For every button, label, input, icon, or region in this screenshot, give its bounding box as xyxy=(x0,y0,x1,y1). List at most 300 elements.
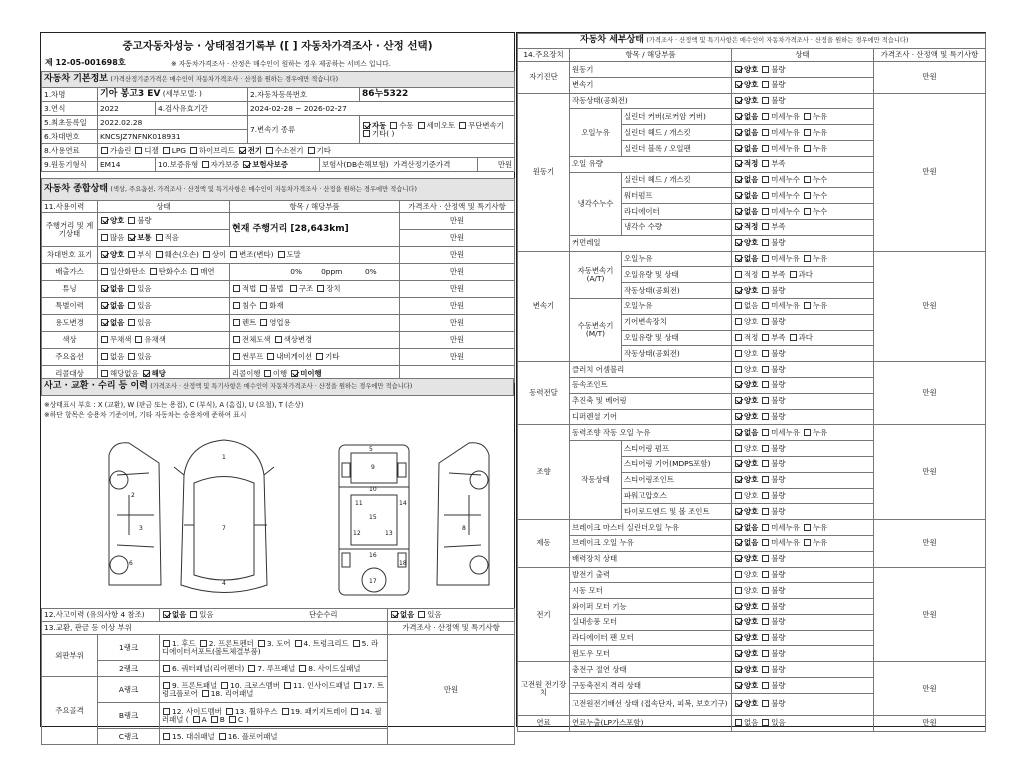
checkbox-icon[interactable] xyxy=(762,618,769,625)
checkbox-icon[interactable] xyxy=(762,334,769,341)
usage-change-options-option[interactable] xyxy=(100,318,124,327)
state-option[interactable] xyxy=(734,238,758,247)
state-option[interactable] xyxy=(734,459,758,468)
checkbox-icon[interactable] xyxy=(418,611,425,618)
state-option[interactable] xyxy=(761,159,785,168)
checkbox-icon[interactable] xyxy=(459,122,466,129)
state-option[interactable] xyxy=(734,349,758,358)
checkbox-icon[interactable] xyxy=(762,81,769,88)
fuel-options-option[interactable] xyxy=(134,146,158,155)
state-option[interactable] xyxy=(734,718,758,727)
checkbox-icon[interactable] xyxy=(735,650,742,657)
checkbox-icon[interactable] xyxy=(762,160,769,167)
state-option[interactable] xyxy=(761,254,800,263)
checkbox-icon[interactable] xyxy=(308,147,315,154)
recall-options-option[interactable] xyxy=(142,369,166,378)
checkbox-icon[interactable] xyxy=(735,524,742,531)
checkbox-icon[interactable] xyxy=(190,611,197,618)
checkbox-icon[interactable] xyxy=(804,129,811,136)
checkbox-icon[interactable] xyxy=(190,147,197,154)
state-option[interactable] xyxy=(761,96,785,105)
checkbox-icon[interactable] xyxy=(200,640,207,647)
transmission-options-option[interactable] xyxy=(417,121,456,130)
checkbox-icon[interactable] xyxy=(735,603,742,610)
state-option[interactable] xyxy=(803,207,827,216)
checkbox-icon[interactable] xyxy=(266,147,273,154)
checkbox-icon[interactable] xyxy=(762,302,769,309)
state-option[interactable] xyxy=(734,112,758,121)
checkbox-icon[interactable] xyxy=(804,524,811,531)
checkbox-icon[interactable] xyxy=(735,192,742,199)
checkbox-icon[interactable] xyxy=(128,319,135,326)
vin-state-options-option[interactable] xyxy=(100,250,124,259)
state-option[interactable] xyxy=(803,254,827,263)
state-option[interactable] xyxy=(761,507,785,516)
checkbox-icon[interactable] xyxy=(353,640,360,647)
state-option[interactable] xyxy=(761,681,785,690)
checkbox-icon[interactable] xyxy=(735,555,742,562)
emission-options-option[interactable] xyxy=(190,267,214,276)
checkbox-icon[interactable] xyxy=(735,508,742,515)
checkbox-icon[interactable] xyxy=(762,700,769,707)
accident-history-options-option[interactable] xyxy=(162,610,186,619)
state-option[interactable] xyxy=(734,523,758,532)
checkbox-icon[interactable] xyxy=(135,147,142,154)
warranty-options-option[interactable] xyxy=(242,160,288,169)
checkbox-icon[interactable] xyxy=(762,381,769,388)
tuning-type-options-option[interactable] xyxy=(289,284,313,293)
checkbox-icon[interactable] xyxy=(735,334,742,341)
checkbox-icon[interactable] xyxy=(203,251,210,258)
checkbox-icon[interactable] xyxy=(735,366,742,373)
state-option[interactable] xyxy=(734,65,758,74)
fuel-options-option[interactable] xyxy=(162,146,186,155)
checkbox-icon[interactable] xyxy=(233,285,240,292)
checkbox-icon[interactable] xyxy=(762,208,769,215)
checkbox-icon[interactable] xyxy=(163,147,170,154)
state-option[interactable] xyxy=(734,681,758,690)
color-change-options-option[interactable] xyxy=(232,335,271,344)
fuel-options-option[interactable] xyxy=(189,146,235,155)
checkbox-icon[interactable] xyxy=(101,285,108,292)
special-history-options-option[interactable] xyxy=(100,301,124,310)
checkbox-icon[interactable] xyxy=(735,413,742,420)
state-option[interactable] xyxy=(761,333,785,342)
state-option[interactable] xyxy=(761,602,785,611)
checkbox-icon[interactable] xyxy=(101,319,108,326)
simple-repair-options-option[interactable] xyxy=(390,610,414,619)
checkbox-icon[interactable] xyxy=(762,397,769,404)
checkbox-icon[interactable] xyxy=(762,555,769,562)
color-options-option[interactable] xyxy=(100,335,131,344)
state-option[interactable] xyxy=(761,238,785,247)
part-option[interactable] xyxy=(281,707,348,716)
state-option[interactable] xyxy=(761,207,800,216)
state-option[interactable] xyxy=(761,65,785,74)
checkbox-icon[interactable] xyxy=(735,160,742,167)
checkbox-icon[interactable] xyxy=(804,208,811,215)
checkbox-icon[interactable] xyxy=(260,285,267,292)
state-option[interactable] xyxy=(789,333,813,342)
checkbox-icon[interactable] xyxy=(735,145,742,152)
checkbox-icon[interactable] xyxy=(804,176,811,183)
checkbox-icon[interactable] xyxy=(101,336,108,343)
checkbox-icon[interactable] xyxy=(101,147,108,154)
checkbox-icon[interactable] xyxy=(762,445,769,452)
checkbox-icon[interactable] xyxy=(762,634,769,641)
checkbox-icon[interactable] xyxy=(163,665,170,672)
checkbox-icon[interactable] xyxy=(762,176,769,183)
checkbox-icon[interactable] xyxy=(735,318,742,325)
tuning-type-options-option[interactable] xyxy=(316,284,340,293)
checkbox-icon[interactable] xyxy=(735,381,742,388)
main-option-type-options-option[interactable] xyxy=(232,352,263,361)
state-option[interactable] xyxy=(803,428,827,437)
checkbox-icon[interactable] xyxy=(762,603,769,610)
state-option[interactable] xyxy=(761,144,800,153)
state-option[interactable] xyxy=(761,317,785,326)
checkbox-icon[interactable] xyxy=(790,334,797,341)
checkbox-icon[interactable] xyxy=(762,413,769,420)
checkbox-icon[interactable] xyxy=(735,255,742,262)
part-option[interactable] xyxy=(225,707,278,716)
checkbox-icon[interactable] xyxy=(135,336,142,343)
checkbox-icon[interactable] xyxy=(762,145,769,152)
checkbox-icon[interactable] xyxy=(762,66,769,73)
state-option[interactable] xyxy=(761,570,785,579)
checkbox-icon[interactable] xyxy=(804,539,811,546)
checkbox-icon[interactable] xyxy=(735,719,742,726)
recall-done-options-option[interactable] xyxy=(290,369,321,378)
state-option[interactable] xyxy=(761,175,800,184)
checkbox-icon[interactable] xyxy=(804,302,811,309)
checkbox-icon[interactable] xyxy=(735,113,742,120)
checkbox-icon[interactable] xyxy=(101,302,108,309)
checkbox-icon[interactable] xyxy=(202,690,209,697)
checkbox-icon[interactable] xyxy=(163,640,170,647)
state-option[interactable] xyxy=(761,538,800,547)
checkbox-icon[interactable] xyxy=(804,113,811,120)
checkbox-icon[interactable] xyxy=(762,650,769,657)
state-option[interactable] xyxy=(761,617,785,626)
state-option[interactable] xyxy=(761,475,785,484)
checkbox-icon[interactable] xyxy=(128,285,135,292)
checkbox-icon[interactable] xyxy=(735,445,742,452)
state-option[interactable] xyxy=(803,128,827,137)
checkbox-icon[interactable] xyxy=(128,234,135,241)
state-option[interactable] xyxy=(734,191,758,200)
checkbox-icon[interactable] xyxy=(762,476,769,483)
state-option[interactable] xyxy=(734,270,758,279)
checkbox-icon[interactable] xyxy=(156,251,163,258)
part-option[interactable] xyxy=(192,715,207,724)
usage-change-type-options-option[interactable] xyxy=(232,318,256,327)
checkbox-icon[interactable] xyxy=(762,350,769,357)
checkbox-icon[interactable] xyxy=(351,708,358,715)
state-option[interactable] xyxy=(734,365,758,374)
color-change-options-option[interactable] xyxy=(274,335,313,344)
state-option[interactable] xyxy=(734,586,758,595)
state-option[interactable] xyxy=(789,270,813,279)
state-option[interactable] xyxy=(761,286,785,295)
checkbox-icon[interactable] xyxy=(804,192,811,199)
checkbox-icon[interactable] xyxy=(790,271,797,278)
checkbox-icon[interactable] xyxy=(735,682,742,689)
checkbox-icon[interactable] xyxy=(143,370,150,377)
state-option[interactable] xyxy=(734,128,758,137)
checkbox-icon[interactable] xyxy=(391,611,398,618)
checkbox-icon[interactable] xyxy=(163,708,170,715)
part-option[interactable] xyxy=(257,639,291,648)
checkbox-icon[interactable] xyxy=(735,460,742,467)
checkbox-icon[interactable] xyxy=(735,429,742,436)
state-option[interactable] xyxy=(734,222,758,231)
checkbox-icon[interactable] xyxy=(221,682,228,689)
state-option[interactable] xyxy=(761,270,785,279)
state-option[interactable] xyxy=(734,333,758,342)
state-option[interactable] xyxy=(734,507,758,516)
checkbox-icon[interactable] xyxy=(762,666,769,673)
checkbox-icon[interactable] xyxy=(735,350,742,357)
checkbox-icon[interactable] xyxy=(735,618,742,625)
checkbox-icon[interactable] xyxy=(762,508,769,515)
vin-state-options-option[interactable] xyxy=(155,250,199,259)
warranty-options-option[interactable] xyxy=(201,160,240,169)
checkbox-icon[interactable] xyxy=(762,429,769,436)
state-option[interactable] xyxy=(761,380,785,389)
checkbox-icon[interactable] xyxy=(735,302,742,309)
part-option[interactable] xyxy=(162,664,244,673)
checkbox-icon[interactable] xyxy=(260,319,267,326)
checkbox-icon[interactable] xyxy=(762,460,769,467)
state-option[interactable] xyxy=(734,602,758,611)
state-option[interactable] xyxy=(761,523,800,532)
state-option[interactable] xyxy=(761,699,785,708)
state-option[interactable] xyxy=(761,649,785,658)
checkbox-icon[interactable] xyxy=(735,492,742,499)
checkbox-icon[interactable] xyxy=(163,682,170,689)
checkbox-icon[interactable] xyxy=(230,251,237,258)
state-option[interactable] xyxy=(734,633,758,642)
checkbox-icon[interactable] xyxy=(260,302,267,309)
state-option[interactable] xyxy=(734,380,758,389)
checkbox-icon[interactable] xyxy=(150,268,157,275)
state-option[interactable] xyxy=(734,159,758,168)
checkbox-icon[interactable] xyxy=(735,239,742,246)
part-option[interactable] xyxy=(247,664,295,673)
state-option[interactable] xyxy=(761,365,785,374)
state-option[interactable] xyxy=(761,491,785,500)
checkbox-icon[interactable] xyxy=(762,492,769,499)
transmission-options-option[interactable] xyxy=(389,121,413,130)
state-option[interactable] xyxy=(761,665,785,674)
checkbox-icon[interactable] xyxy=(735,97,742,104)
checkbox-icon[interactable] xyxy=(762,271,769,278)
checkbox-icon[interactable] xyxy=(735,476,742,483)
state-option[interactable] xyxy=(734,554,758,563)
checkbox-icon[interactable] xyxy=(226,708,233,715)
checkbox-icon[interactable] xyxy=(762,587,769,594)
checkbox-icon[interactable] xyxy=(316,353,323,360)
state-option[interactable] xyxy=(761,459,785,468)
tuning-options-option[interactable] xyxy=(100,284,124,293)
state-option[interactable] xyxy=(734,286,758,295)
checkbox-icon[interactable] xyxy=(101,268,108,275)
checkbox-icon[interactable] xyxy=(735,129,742,136)
checkbox-icon[interactable] xyxy=(156,234,163,241)
checkbox-icon[interactable] xyxy=(101,251,108,258)
checkbox-icon[interactable] xyxy=(735,700,742,707)
checkbox-icon[interactable] xyxy=(258,640,265,647)
checkbox-icon[interactable] xyxy=(762,719,769,726)
checkbox-icon[interactable] xyxy=(762,113,769,120)
checkbox-icon[interactable] xyxy=(762,255,769,262)
recall-options-option[interactable] xyxy=(100,369,139,378)
checkbox-icon[interactable] xyxy=(804,145,811,152)
emission-options-option[interactable] xyxy=(149,267,188,276)
checkbox-icon[interactable] xyxy=(762,239,769,246)
state-option[interactable] xyxy=(734,617,758,626)
checkbox-icon[interactable] xyxy=(101,234,108,241)
state-option[interactable] xyxy=(734,444,758,453)
checkbox-icon[interactable] xyxy=(193,716,200,723)
checkbox-icon[interactable] xyxy=(239,147,246,154)
state-option[interactable] xyxy=(734,254,758,263)
state-option[interactable] xyxy=(734,491,758,500)
checkbox-icon[interactable] xyxy=(762,571,769,578)
checkbox-icon[interactable] xyxy=(363,122,370,129)
checkbox-icon[interactable] xyxy=(163,611,170,618)
state-option[interactable] xyxy=(734,96,758,105)
color-options-option[interactable] xyxy=(134,335,165,344)
simple-repair-options-option[interactable] xyxy=(417,610,441,619)
main-option-type-options-option[interactable] xyxy=(315,352,339,361)
state-option[interactable] xyxy=(761,586,785,595)
state-option[interactable] xyxy=(761,633,785,642)
checkbox-icon[interactable] xyxy=(128,353,135,360)
checkbox-icon[interactable] xyxy=(762,682,769,689)
checkbox-icon[interactable] xyxy=(291,370,298,377)
checkbox-icon[interactable] xyxy=(275,336,282,343)
state-option[interactable] xyxy=(734,301,758,310)
checkbox-icon[interactable] xyxy=(299,665,306,672)
checkbox-icon[interactable] xyxy=(762,129,769,136)
special-history-type-options-option[interactable] xyxy=(232,301,256,310)
vin-state-options-option[interactable] xyxy=(277,250,301,259)
checkbox-icon[interactable] xyxy=(735,539,742,546)
state-option[interactable] xyxy=(734,538,758,547)
mileage-state-options-option[interactable] xyxy=(127,216,151,225)
checkbox-icon[interactable] xyxy=(735,666,742,673)
state-option[interactable] xyxy=(803,191,827,200)
checkbox-icon[interactable] xyxy=(290,285,297,292)
state-option[interactable] xyxy=(803,112,827,121)
checkbox-icon[interactable] xyxy=(762,539,769,546)
checkbox-icon[interactable] xyxy=(243,161,250,168)
state-option[interactable] xyxy=(803,538,827,547)
state-option[interactable] xyxy=(761,718,785,727)
state-option[interactable] xyxy=(734,412,758,421)
checkbox-icon[interactable] xyxy=(735,176,742,183)
state-option[interactable] xyxy=(761,112,800,121)
checkbox-icon[interactable] xyxy=(284,682,291,689)
checkbox-icon[interactable] xyxy=(295,640,302,647)
state-option[interactable] xyxy=(761,396,785,405)
vin-state-options-option[interactable] xyxy=(202,250,226,259)
part-option[interactable] xyxy=(228,715,243,724)
checkbox-icon[interactable] xyxy=(735,208,742,215)
tuning-legal-options-option[interactable] xyxy=(259,284,283,293)
part-option[interactable] xyxy=(294,639,349,648)
checkbox-icon[interactable] xyxy=(735,223,742,230)
state-option[interactable] xyxy=(734,207,758,216)
transmission-options-option[interactable] xyxy=(362,129,394,138)
checkbox-icon[interactable] xyxy=(390,122,397,129)
usage-change-options-option[interactable] xyxy=(127,318,151,327)
state-option[interactable] xyxy=(761,301,800,310)
checkbox-icon[interactable] xyxy=(735,81,742,88)
mileage-level-options-option[interactable] xyxy=(127,233,151,242)
state-option[interactable] xyxy=(734,80,758,89)
checkbox-icon[interactable] xyxy=(264,370,271,377)
mileage-level-options-option[interactable] xyxy=(100,233,124,242)
checkbox-icon[interactable] xyxy=(762,524,769,531)
state-option[interactable] xyxy=(761,191,800,200)
vin-state-options-option[interactable] xyxy=(229,250,273,259)
checkbox-icon[interactable] xyxy=(101,217,108,224)
state-option[interactable] xyxy=(761,412,785,421)
checkbox-icon[interactable] xyxy=(762,97,769,104)
fuel-options-option[interactable] xyxy=(238,146,262,155)
main-option-options-option[interactable] xyxy=(100,352,124,361)
checkbox-icon[interactable] xyxy=(735,587,742,594)
main-option-options-option[interactable] xyxy=(127,352,151,361)
checkbox-icon[interactable] xyxy=(735,66,742,73)
special-history-options-option[interactable] xyxy=(127,301,151,310)
emission-options-option[interactable] xyxy=(100,267,146,276)
checkbox-icon[interactable] xyxy=(191,268,198,275)
tuning-legal-options-option[interactable] xyxy=(232,284,256,293)
checkbox-icon[interactable] xyxy=(418,122,425,129)
checkbox-icon[interactable] xyxy=(219,733,226,740)
state-option[interactable] xyxy=(803,523,827,532)
part-option[interactable] xyxy=(298,664,360,673)
state-option[interactable] xyxy=(803,301,827,310)
checkbox-icon[interactable] xyxy=(267,353,274,360)
checkbox-icon[interactable] xyxy=(762,366,769,373)
state-option[interactable] xyxy=(734,144,758,153)
mileage-level-options-option[interactable] xyxy=(155,233,179,242)
checkbox-icon[interactable] xyxy=(282,708,289,715)
fuel-options-option[interactable] xyxy=(307,146,331,155)
checkbox-icon[interactable] xyxy=(762,287,769,294)
checkbox-icon[interactable] xyxy=(233,319,240,326)
checkbox-icon[interactable] xyxy=(202,161,209,168)
fuel-options-option[interactable] xyxy=(265,146,304,155)
transmission-options-option[interactable] xyxy=(458,121,504,130)
checkbox-icon[interactable] xyxy=(128,251,135,258)
checkbox-icon[interactable] xyxy=(229,716,236,723)
part-option[interactable] xyxy=(201,689,254,698)
part-option[interactable] xyxy=(210,715,225,724)
state-option[interactable] xyxy=(761,349,785,358)
checkbox-icon[interactable] xyxy=(163,733,170,740)
usage-change-type-options-option[interactable] xyxy=(259,318,290,327)
main-option-type-options-option[interactable] xyxy=(266,352,312,361)
state-option[interactable] xyxy=(761,444,785,453)
part-option[interactable] xyxy=(218,732,278,741)
checkbox-icon[interactable] xyxy=(354,682,361,689)
